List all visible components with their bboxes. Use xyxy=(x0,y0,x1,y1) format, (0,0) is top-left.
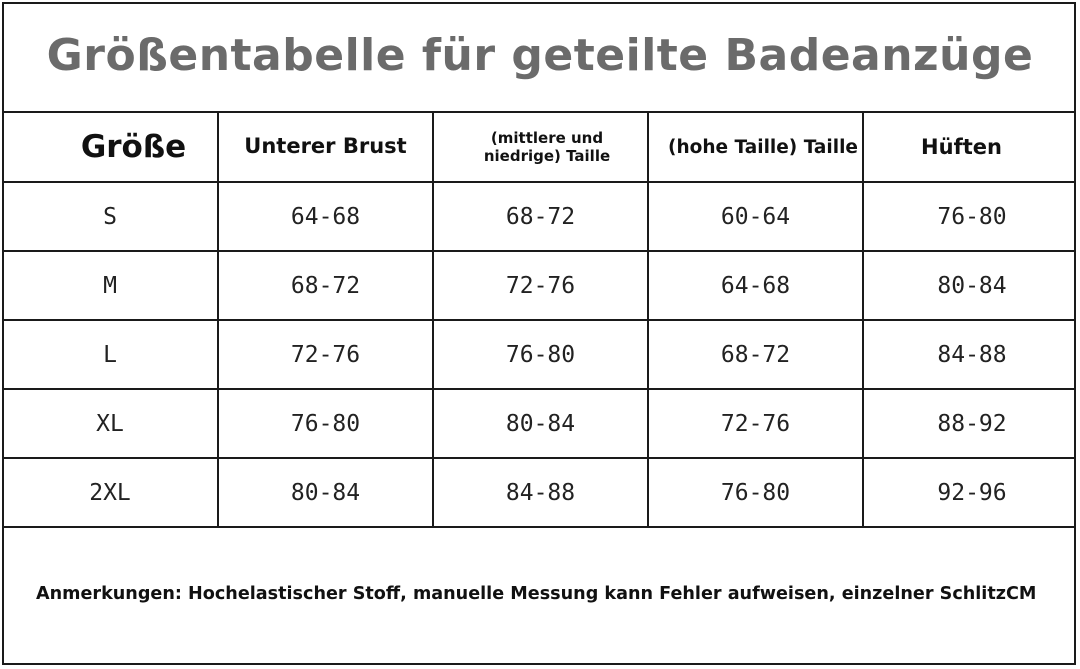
under-bust-cell: 80-84 xyxy=(290,479,361,506)
hips-cell: 92-96 xyxy=(937,479,1007,506)
mid-low-waist-cell: 84-88 xyxy=(505,479,576,506)
size-cell: L xyxy=(103,341,117,368)
header-mid-low-waist: (mittlere und niedrige) Taille xyxy=(483,129,611,165)
mid-low-waist-cell: 76-80 xyxy=(505,341,576,368)
high-waist-cell: 76-80 xyxy=(720,479,791,506)
hips-cell: 84-88 xyxy=(937,341,1007,368)
header-under-bust: Unterer Brust xyxy=(244,134,407,158)
under-bust-cell: 72-76 xyxy=(290,341,361,368)
mid-low-waist-cell: 68-72 xyxy=(505,203,576,230)
page-title: Größentabelle für geteilte Badeanzüge xyxy=(46,30,1034,81)
high-waist-cell: 72-76 xyxy=(720,410,791,437)
hips-cell: 76-80 xyxy=(937,203,1007,230)
footnote: Anmerkungen: Hochelastischer Stoff, manuelle Messung kann Fehler aufweisen, einzelner SchlitzCM xyxy=(36,584,1037,604)
size-cell: S xyxy=(103,203,117,230)
size-cell: XL xyxy=(96,410,124,437)
under-bust-cell: 64-68 xyxy=(290,203,361,230)
mid-low-waist-cell: 72-76 xyxy=(505,272,576,299)
header-size: Größe xyxy=(80,129,187,165)
mid-low-waist-cell: 80-84 xyxy=(505,410,576,437)
header-hips: Hüften xyxy=(921,135,1002,159)
high-waist-cell: 60-64 xyxy=(720,203,791,230)
size-cell: 2XL xyxy=(89,479,131,506)
high-waist-cell: 68-72 xyxy=(720,341,791,368)
size-cell: M xyxy=(103,272,117,299)
table-divider xyxy=(3,526,1076,528)
hips-cell: 80-84 xyxy=(937,272,1007,299)
under-bust-cell: 68-72 xyxy=(290,272,361,299)
high-waist-cell: 64-68 xyxy=(720,272,791,299)
under-bust-cell: 76-80 xyxy=(290,410,361,437)
hips-cell: 88-92 xyxy=(937,410,1007,437)
header-high-waist: (hohe Taille) Taille xyxy=(668,136,858,158)
